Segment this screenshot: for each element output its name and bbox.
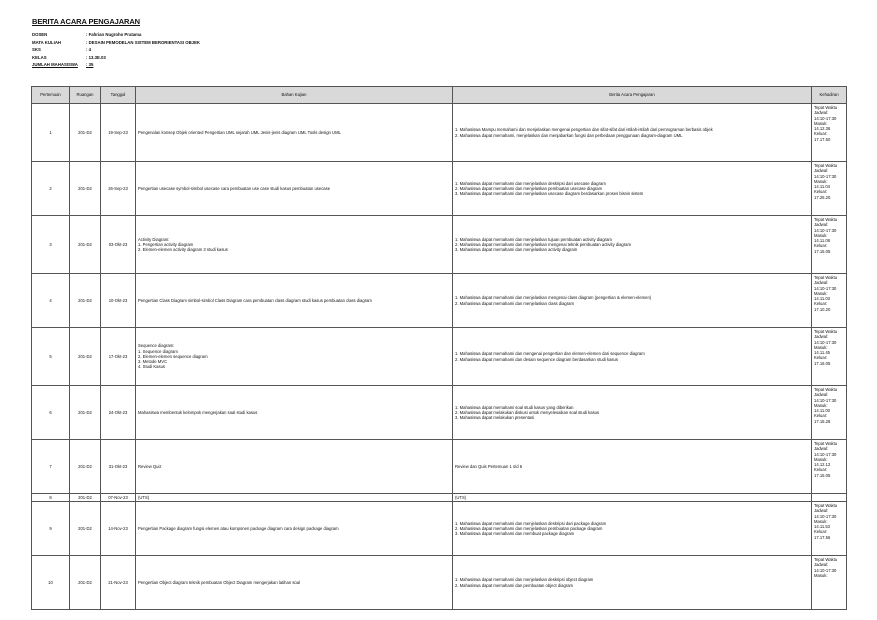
cell-pertemuan: 2: [32, 162, 70, 216]
cell-berita-acara-line: 1. Mahasiswa dapat memahami dan menjelaskan deskripsi dari package diagram: [455, 520, 607, 526]
cell-tanggal: 21-Nov-23: [101, 556, 136, 610]
table-row: [32, 104, 847, 162]
table-row: [32, 502, 847, 556]
cell-bahan-kajian: [136, 386, 453, 440]
cell-kehadiran-line: 14.11.04: [814, 184, 830, 190]
cell-berita-acara: [453, 162, 812, 216]
meta-value: : 4: [86, 47, 92, 53]
cell-kehadiran-line: Jadwal:: [814, 508, 829, 514]
table-row: [32, 216, 847, 274]
document-title: BERITA ACARA PENGAJARAN: [32, 17, 140, 26]
cell-bahan-kajian: [136, 328, 453, 386]
cell-bahan-kajian: [136, 274, 453, 328]
cell-kehadiran-line: Tepat Waktu: [814, 275, 838, 280]
cell-berita-acara: [453, 104, 812, 162]
cell-bahan-kajian-line: 2. Elemen-elemen activity diagram 3 studi kasus: [138, 247, 228, 253]
cell-kehadiran-line: Masuk:: [814, 456, 828, 462]
meta-label: JUMLAH MAHASISWA: [32, 62, 78, 68]
cell-kehadiran-line: 17.17.56: [814, 534, 831, 540]
cell-kehadiran-line: 14:10-17:30: [814, 397, 837, 403]
header-berita-acara: Berita Acara Pengajaran: [453, 87, 812, 104]
cell-ruangan: 201-D2: [70, 556, 101, 610]
cell-kehadiran: [812, 274, 847, 328]
cell-tanggal: 10-Okt-23: [101, 274, 136, 328]
cell-kehadiran-line: Jadwal:: [814, 110, 829, 116]
cell-kehadiran-line: Tepat Waktu: [814, 163, 838, 168]
cell-berita-acara-line: 3. Mahasiswa dapat memahami dan membuat package diagram: [455, 531, 575, 537]
cell-kehadiran-line: Tepat Waktu: [814, 557, 838, 562]
cell-tanggal: 07-Nov-23: [101, 494, 136, 502]
cell-tanggal: 19-Sep-23: [101, 104, 136, 162]
cell-berita-acara-line: 3. Mahasiswa dapat memahami dan menjelaskan usecase diagram berdasarkan proses bisnis sistem: [455, 191, 644, 197]
meta-value: : Fahrian Nugroho Pratama: [86, 32, 142, 37]
table-row: [32, 328, 847, 386]
cell-kehadiran-line: Keluar:: [814, 413, 828, 419]
cell-kehadiran-line: Keluar:: [814, 243, 828, 249]
table-row: [32, 556, 847, 610]
cell-kehadiran-line: 17.15.28: [814, 418, 831, 424]
cell-kehadiran-line: 14:10-17:30: [814, 115, 837, 121]
cell-kehadiran-line: Tepat Waktu: [814, 503, 838, 508]
cell-kehadiran-line: 17.15.05: [814, 248, 831, 254]
meta-row-kelas: [32, 54, 846, 62]
cell-kehadiran-line: Tepat Waktu: [814, 387, 838, 392]
meta-label: MATA KULIAH: [32, 39, 62, 45]
cell-bahan-kajian-line: (UTS): [138, 495, 150, 500]
cell-pertemuan: 10: [32, 556, 70, 610]
cell-berita-acara-line: 1. Mahasiswa Mampu memahami dan menjelaskan mengenai pengertian dan sifat-sifat dari istilah-istilah dari pemrograman berbasis objek: [455, 127, 713, 133]
cell-berita-acara-line: 1. Mahasiswa dapat memahami dan menjelaskan deskripsi object diagram: [455, 577, 594, 583]
cell-berita-acara-line: 2. Mahasiswa dapat memahami, menjelaskan dan menjabarkan fungsi dan perbedaan penggunaan diagram-diagram UML: [455, 132, 683, 138]
cell-ruangan: 201-D2: [70, 274, 101, 328]
cell-berita-acara-line: 3. Mahasiswa dapat memahami dan menjelaskan activity diagram: [455, 247, 578, 253]
cell-kehadiran-line: Jadwal:: [814, 562, 829, 568]
cell-kehadiran-line: Tepat Waktu: [814, 217, 838, 222]
cell-bahan-kajian-line: Mahasiswa membentuk kelompok mengerjakan soal studi kasus: [138, 409, 258, 415]
cell-kehadiran-line: Tepat Waktu: [814, 329, 838, 334]
cell-tanggal: 14-Nov-23: [101, 502, 136, 556]
cell-kehadiran-line: 14:10-17:30: [814, 339, 837, 345]
cell-bahan-kajian-line: Sequence diagram:: [138, 343, 175, 349]
cell-pertemuan: 4: [32, 274, 70, 328]
cell-bahan-kajian-line: Activity Diagram:: [138, 236, 170, 242]
cell-kehadiran-line: Jadwal:: [814, 280, 829, 286]
cell-kehadiran-line: Jadwal:: [814, 168, 829, 174]
cell-bahan-kajian-line: Pengenalan konsep Objek oriented Pengertian UML sejarah UML Jenis-jenis diagram UML Tools design UML: [138, 129, 341, 135]
cell-berita-acara-line: 2. Mahasiswa dapat memahami dan menjelaskan mengenai teknik pembuatan activity diagram: [455, 241, 631, 247]
cell-tanggal: 17-Okt-23: [101, 328, 136, 386]
cell-kehadiran: [812, 328, 847, 386]
cell-pertemuan: 5: [32, 328, 70, 386]
cell-kehadiran-line: Masuk:: [814, 572, 828, 578]
cell-kehadiran-line: Tepat Waktu: [814, 105, 838, 110]
meta-block: [32, 31, 846, 69]
cell-ruangan: 201-D2: [70, 328, 101, 386]
cell-bahan-kajian-line: Pengertian usecase symbol-simbol usecase cara pembuatan use case studi kasus pembuatan usecase: [138, 185, 331, 191]
cell-bahan-kajian-line: Pengertian Object diagram teknik pembuatan Object Diagram mengerjakan latihan soal: [138, 579, 301, 585]
cell-bahan-kajian: [136, 440, 453, 494]
cell-kehadiran-line: Jadwal:: [814, 392, 829, 398]
meta-label: DOSEN: [32, 32, 48, 37]
cell-kehadiran-line: Keluar:: [814, 189, 828, 195]
cell-kehadiran-line: Keluar:: [814, 131, 828, 137]
cell-kehadiran-line: Masuk:: [814, 344, 828, 350]
header-tanggal: Tanggal: [101, 87, 136, 104]
cell-bahan-kajian: [136, 104, 453, 162]
cell-kehadiran-line: Jadwal:: [814, 334, 829, 340]
header-ruangan: Ruangan: [70, 87, 101, 104]
cell-pertemuan: 9: [32, 502, 70, 556]
cell-kehadiran-line: 14.11.03: [814, 296, 830, 302]
cell-kehadiran-line: 17.15.05: [814, 472, 831, 478]
cell-kehadiran: [812, 216, 847, 274]
meta-row-jumlah-mahasiswa: [32, 61, 846, 69]
cell-kehadiran-line: 17.25.20: [814, 194, 831, 200]
cell-berita-acara-line: 2. Mahasiswa dapat memahami dan menjelaskan class diagram: [455, 300, 574, 306]
header-bahan-kajian: Bahan Kajian: [136, 87, 453, 104]
cell-kehadiran: [812, 502, 847, 556]
cell-berita-acara-line: 1. Mahasiswa dapat memahami soal studi kasus yang diberikan: [455, 404, 574, 410]
table-header-row: [32, 87, 847, 104]
table-row: [32, 386, 847, 440]
meta-label: KELAS: [32, 54, 47, 60]
cell-kehadiran: [812, 494, 847, 502]
header-kehadiran: Kehadiran: [812, 87, 847, 104]
cell-kehadiran-line: 14.11.00: [814, 408, 830, 414]
cell-kehadiran-line: Keluar:: [814, 529, 828, 535]
cell-bahan-kajian: [136, 502, 453, 556]
cell-kehadiran-line: 14:10-17:30: [814, 451, 837, 457]
cell-berita-acara: [453, 494, 812, 502]
cell-berita-acara: [453, 386, 812, 440]
meta-label: SKS: [32, 47, 41, 53]
cell-pertemuan: 1: [32, 104, 70, 162]
cell-bahan-kajian-line: 3. Metode MVC: [138, 359, 168, 365]
cell-berita-acara-line: 2. Mahasiswa dapat memahami dan desain sequence diagram berdasarkan studi kasus: [455, 356, 618, 362]
table-row: [32, 162, 847, 216]
cell-kehadiran-line: Masuk:: [814, 232, 828, 238]
cell-bahan-kajian: [136, 162, 453, 216]
cell-berita-acara-line: 2. Mahasiswa dapat memahami dan pembuatan object diagram: [455, 582, 574, 588]
cell-kehadiran-line: 14:10-17:30: [814, 567, 837, 573]
cell-kehadiran-line: 14.11.08: [814, 238, 830, 244]
cell-kehadiran: [812, 104, 847, 162]
cell-berita-acara: [453, 440, 812, 494]
cell-bahan-kajian-line: Pengertian Package diagram fungsi elemen atau komponen package diagram cara design package diagram: [138, 525, 339, 531]
cell-kehadiran-line: 14:10-17:30: [814, 513, 837, 519]
table-row: [32, 494, 847, 502]
cell-ruangan: 201-D2: [70, 104, 101, 162]
cell-berita-acara-line: 1. Mahasiswa dapat memahami dan menjelaskan deskripsi dari usecase diagram: [455, 180, 606, 186]
cell-kehadiran-line: 14:10-17:30: [814, 227, 837, 233]
cell-berita-acara: [453, 274, 812, 328]
cell-berita-acara-line: 3. Mahasiswa dapat melakukan presentasi: [455, 415, 535, 421]
cell-berita-acara-line: 2. Mahasiswa dapat memahami dan menjelaskan pembuatan usecase diagram: [455, 185, 603, 191]
cell-kehadiran-line: Masuk:: [814, 518, 828, 524]
cell-ruangan: 201-D2: [70, 494, 101, 502]
meta-value: : 13.3E.03: [86, 54, 106, 60]
cell-kehadiran-line: 14.12.12: [814, 462, 831, 468]
table-row: [32, 274, 847, 328]
cell-tanggal: 24-Okt-23: [101, 386, 136, 440]
cell-bahan-kajian-line: 4. Studi Kasus: [138, 364, 166, 370]
cell-kehadiran: [812, 386, 847, 440]
cell-bahan-kajian-line: Review Quiz: [138, 463, 162, 469]
cell-ruangan: 201-D2: [70, 216, 101, 274]
cell-pertemuan: 3: [32, 216, 70, 274]
cell-kehadiran: [812, 162, 847, 216]
cell-kehadiran-line: Keluar:: [814, 301, 828, 307]
cell-kehadiran-line: 17.16.05: [814, 360, 831, 366]
cell-berita-acara: [453, 556, 812, 610]
cell-tanggal: 03-Okt-23: [101, 216, 136, 274]
cell-kehadiran-line: 14:10-17:30: [814, 173, 837, 179]
cell-berita-acara-line: Review dan Quis Pertemuan 1 s/d 6: [455, 463, 523, 469]
cell-pertemuan: 8: [32, 494, 70, 502]
meta-row-sks: [32, 46, 846, 54]
cell-kehadiran-line: 17.10.20: [814, 306, 831, 312]
cell-berita-acara-line: 1. Mahasiswa dapat memahami dan menjelaskan tujuan pembuatan activity diagram: [455, 236, 612, 242]
meta-value: : DESAIN PEMODELAN SISTEM BERORIENTASI OBJEK: [86, 39, 201, 45]
cell-berita-acara: [453, 216, 812, 274]
cell-bahan-kajian-line: 1. Pengertian activity diagram: [138, 241, 194, 247]
document: [31, 17, 846, 588]
cell-berita-acara-line: (UTS): [455, 495, 467, 500]
cell-pertemuan: 6: [32, 386, 70, 440]
cell-berita-acara-line: 1. Mahasiswa dapat memahami dan mengenai pengertian dan elemen-elemen dari sequence diagram: [455, 351, 645, 357]
cell-tanggal: 31-Okt-23: [101, 440, 136, 494]
cell-kehadiran-line: Masuk:: [814, 120, 828, 126]
cell-kehadiran-line: Masuk:: [814, 178, 828, 184]
cell-berita-acara-line: 2. Mahasiswa dapat memahami dan menjelaskan pembuatan package diagram: [455, 525, 603, 531]
cell-bahan-kajian-line: Pengertian Class Diagram simbol-simbol Class Diagram cara pembuatan class diagram studi kasus pembuatan class diagram: [138, 297, 372, 303]
cell-ruangan: 201-D2: [70, 502, 101, 556]
cell-bahan-kajian: [136, 494, 453, 502]
cell-berita-acara-line: 1. Mahasiswa dapat memahami dan menjelaskan mengenai class diagram (pengertian & elemen-elemen): [455, 295, 652, 301]
cell-tanggal: 26-Sep-23: [101, 162, 136, 216]
cell-bahan-kajian: [136, 216, 453, 274]
cell-bahan-kajian-line: 1. Sequence diagram: [138, 348, 178, 354]
cell-kehadiran-line: Masuk:: [814, 290, 828, 296]
cell-kehadiran-line: Masuk:: [814, 402, 828, 408]
header-pertemuan: Pertemuan: [32, 87, 70, 104]
cell-kehadiran-line: 17.17.50: [814, 136, 831, 142]
cell-kehadiran-line: Jadwal:: [814, 222, 829, 228]
table-row: [32, 440, 847, 494]
cell-pertemuan: 7: [32, 440, 70, 494]
cell-berita-acara-line: 2. Mahasiswa dapat melakukan diskusi untuk menyelesaikan soal studi kasus: [455, 409, 600, 415]
cell-kehadiran-line: 14:10-17:30: [814, 285, 837, 291]
meta-row-dosen: [32, 31, 846, 39]
cell-kehadiran-line: Jadwal:: [814, 446, 829, 452]
cell-berita-acara: [453, 328, 812, 386]
meta-value: : 35: [86, 62, 94, 68]
cell-bahan-kajian: [136, 556, 453, 610]
cell-kehadiran: [812, 556, 847, 610]
cell-kehadiran: [812, 440, 847, 494]
cell-kehadiran-line: Tepat Waktu: [814, 441, 838, 446]
cell-ruangan: 201-D2: [70, 440, 101, 494]
cell-kehadiran-line: 14.12.36: [814, 126, 831, 132]
cell-ruangan: 201-D2: [70, 162, 101, 216]
cell-berita-acara: [453, 502, 812, 556]
cell-bahan-kajian-line: 2. Elemen-elemen sequence diagram: [138, 353, 208, 359]
meta-row-mata-kuliah: [32, 39, 846, 47]
cell-kehadiran-line: Keluar:: [814, 355, 828, 361]
cell-ruangan: 201-D2: [70, 386, 101, 440]
table-body: [32, 104, 847, 610]
cell-kehadiran-line: 14.11.45: [814, 350, 830, 356]
teaching-record-table: [31, 86, 847, 610]
cell-kehadiran-line: 14.11.53: [814, 524, 830, 530]
cell-kehadiran-line: Keluar:: [814, 467, 828, 473]
